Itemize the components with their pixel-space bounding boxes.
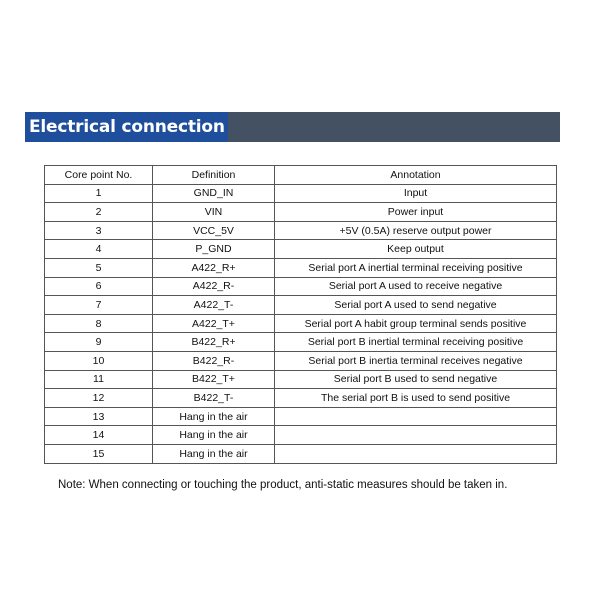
cell-definition: GND_IN	[153, 184, 275, 203]
cell-definition: Hang in the air	[153, 444, 275, 463]
anti-static-note: Note: When connecting or touching the product, anti-static measures should be taken in.	[58, 479, 508, 491]
section-title-block	[25, 112, 228, 142]
cell-annotation: Keep output	[275, 240, 557, 259]
cell-definition: Hang in the air	[153, 426, 275, 445]
cell-definition: A422_T-	[153, 296, 275, 315]
cell-core-point-no: 4	[45, 240, 153, 259]
cell-definition: A422_R-	[153, 277, 275, 296]
cell-core-point-no: 1	[45, 184, 153, 203]
cell-annotation	[275, 444, 557, 463]
electrical-connection-table	[44, 165, 557, 464]
cell-annotation: Serial port A used to receive negative	[275, 277, 557, 296]
cell-annotation: The serial port B is used to send positive	[275, 389, 557, 408]
cell-annotation: Serial port A used to send negative	[275, 296, 557, 315]
cell-annotation: Serial port B inertial terminal receiving positive	[275, 333, 557, 352]
cell-core-point-no: 8	[45, 314, 153, 333]
cell-annotation: Serial port A inertial terminal receiving positive	[275, 258, 557, 277]
table-row	[45, 351, 557, 370]
cell-annotation	[275, 426, 557, 445]
section-title: Electrical connection	[29, 117, 225, 137]
cell-annotation: Input	[275, 184, 557, 203]
table-row	[45, 240, 557, 259]
cell-definition: B422_T-	[153, 389, 275, 408]
table-row	[45, 426, 557, 445]
cell-annotation: Serial port A habit group terminal sends positive	[275, 314, 557, 333]
cell-core-point-no: 3	[45, 221, 153, 240]
cell-annotation: Serial port B used to send negative	[275, 370, 557, 389]
header-definition: Definition	[153, 166, 275, 185]
cell-definition: B422_R-	[153, 351, 275, 370]
cell-definition: A422_T+	[153, 314, 275, 333]
cell-annotation: Power input	[275, 203, 557, 222]
table-row	[45, 277, 557, 296]
cell-definition: VCC_5V	[153, 221, 275, 240]
table-row	[45, 203, 557, 222]
cell-definition: Hang in the air	[153, 407, 275, 426]
cell-definition: P_GND	[153, 240, 275, 259]
cell-definition: VIN	[153, 203, 275, 222]
table-row	[45, 444, 557, 463]
cell-core-point-no: 12	[45, 389, 153, 408]
cell-core-point-no: 10	[45, 351, 153, 370]
cell-core-point-no: 5	[45, 258, 153, 277]
table-row	[45, 296, 557, 315]
cell-core-point-no: 15	[45, 444, 153, 463]
header-core-point-no: Core point No.	[45, 166, 153, 185]
cell-core-point-no: 7	[45, 296, 153, 315]
table-row	[45, 221, 557, 240]
cell-core-point-no: 13	[45, 407, 153, 426]
cell-core-point-no: 6	[45, 277, 153, 296]
cell-core-point-no: 11	[45, 370, 153, 389]
cell-definition: B422_R+	[153, 333, 275, 352]
cell-definition: B422_T+	[153, 370, 275, 389]
cell-definition: A422_R+	[153, 258, 275, 277]
cell-core-point-no: 2	[45, 203, 153, 222]
section-header-bar	[25, 112, 560, 142]
cell-annotation: Serial port B inertia terminal receives negative	[275, 351, 557, 370]
cell-core-point-no: 14	[45, 426, 153, 445]
table-row	[45, 333, 557, 352]
cell-core-point-no: 9	[45, 333, 153, 352]
table-row	[45, 314, 557, 333]
table-row	[45, 184, 557, 203]
table-row	[45, 370, 557, 389]
table-row	[45, 407, 557, 426]
cell-annotation: +5V (0.5A) reserve output power	[275, 221, 557, 240]
header-annotation: Annotation	[275, 166, 557, 185]
table-row	[45, 389, 557, 408]
table-header-row	[45, 166, 557, 185]
table-row	[45, 258, 557, 277]
cell-annotation	[275, 407, 557, 426]
